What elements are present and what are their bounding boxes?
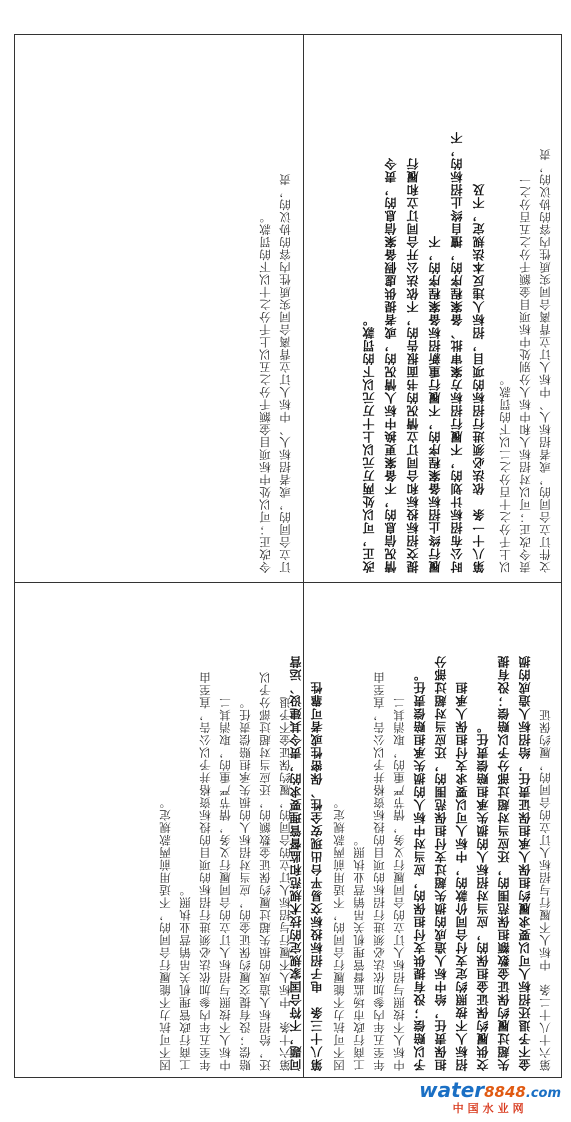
right-top-line-5: 时公布招标计划的，不履行招标方案审批、备案程序的，擅自终止招标的，不 [450,131,464,573]
right-bottom-line-11: 因不可抗力不能履行合同的，不适用前两款规定。 [332,796,346,1071]
left-top-line-2: 令改正；可以处中标项目金额千分之五以上千分之十以下的罚款。 [258,210,272,573]
left-bottom-line-4: 中标人不按照与招标人订立的合同履行义务，情节严重的，取消其二 [218,696,232,1071]
right-bottom-line-12: 第八十三条 电子招标投标交易平台出现安全性、保密性或者可靠性 [310,681,324,1071]
left-bottom-line-5: 年至五年内参加依法必须进行招标的项目的投标资格并予以公告，直至由 [198,671,212,1071]
right-bottom-line-8: 中标人不按照与招标人订立的合同履行义务，情节严重的，取消其二 [392,696,406,1071]
left-bottom-line-3: 赔偿；没有提交履约保证金的，应当对招标人的损失承担赔偿责任。 [238,696,252,1071]
right-bottom-line-5: 招标人不按照约定支付合同价款的，中标人可以要求支付担保人承担 [455,681,469,1071]
logo-subtitle: 中国水业网 [452,1102,528,1115]
left-bottom-line-1: 第六十条 中标人不履行与招标人订立的合同的，履约保证金不予退 [278,696,292,1071]
watermark-logo [419,1078,561,1116]
comparison-table [14,34,562,1078]
left-bottom-line-6: 工商行政管理机关吊销营业执照。 [178,883,192,1071]
right-top-line-2: 责令改正；可以对招标人和中标人分别处中标项目金额千分之五百分之一 [518,173,532,573]
left-bottom-line-7: 因不可抗力不能履行合同的，不适用前两款规定。 [158,796,172,1071]
logo-wordmark: water8848.com [419,1078,561,1102]
right-top-line-3: 以上千分之十百分之二以下的罚款。 [498,373,512,573]
right-bottom-line-7: 予以赔偿；没有提供支付担保的，应当对中标人的损失承担赔偿责任。 [413,668,427,1071]
right-top-line-4: 第八十一条 依法必须进行招标的项目，招标人违反本法规定，不及 [472,183,486,573]
left-top-cell [15,35,303,582]
right-bottom-line-6: 担保责任，给中标人造成的损失超过支付担保范围的，还应当对超过部分 [434,655,448,1071]
right-bottom-line-3: 失超过履约保证金数额担保范围的，还应当对超过部分予以赔偿；没有提 [497,655,511,1071]
right-top-line-8: 情况信息的，不备案更换中标人情况的，或者提供虚假备案信息的，责令 [384,157,398,573]
right-bottom-line-9: 年至五年内参加依法必须进行招标的项目的投标资格并予以公告，直至由 [372,671,386,1071]
left-top-line-1: 订立合同的，或者招标人、中标人订立背离合同实质性内容的协议的，责 [278,173,292,573]
right-bottom-line-13: 问题，不符合国家规定的技术规范和监督管理要求的，责令其建设、运营 [289,655,303,1071]
left-column [15,35,304,1077]
right-top-line-6: 履行终止招标备案程序的，不履行重新招标备案程序的，不 [428,235,442,573]
right-bottom-cell [289,582,561,1077]
right-bottom-line-1: 第六十八十二条 中标人不履行与招标人订立的合同的，履约保证 [538,708,552,1071]
right-bottom-line-2: 金不予退还招标人可以要求履约担保人承担保证责任，给招标人造成的损 [518,655,532,1071]
right-column [289,35,561,1077]
right-top-line-9: 改正，可以处两万元以上十万元以下的罚款。 [362,313,376,573]
right-top-line-7: 提交招标投标和合同订立情况的书面报告的，不依法公开合同订立和履行 [406,157,420,573]
right-bottom-line-10: 工商行政市场监督管理机关吊销营业执照。 [352,833,366,1071]
right-bottom-line-4: 交供履约保证金担保的，应当对招标人的损失承担赔偿责任。 [476,720,490,1071]
right-top-line-1: 文件订立合同的，或者招标人、中标人订立背离合同实质性内容的协议的，责 [538,148,552,573]
left-bottom-line-2: 还，给招标人造成的损失超过履约保证金数额的，还应当对超过部分予以 [258,671,272,1071]
left-bottom-cell [15,582,303,1077]
right-top-cell [303,35,561,582]
